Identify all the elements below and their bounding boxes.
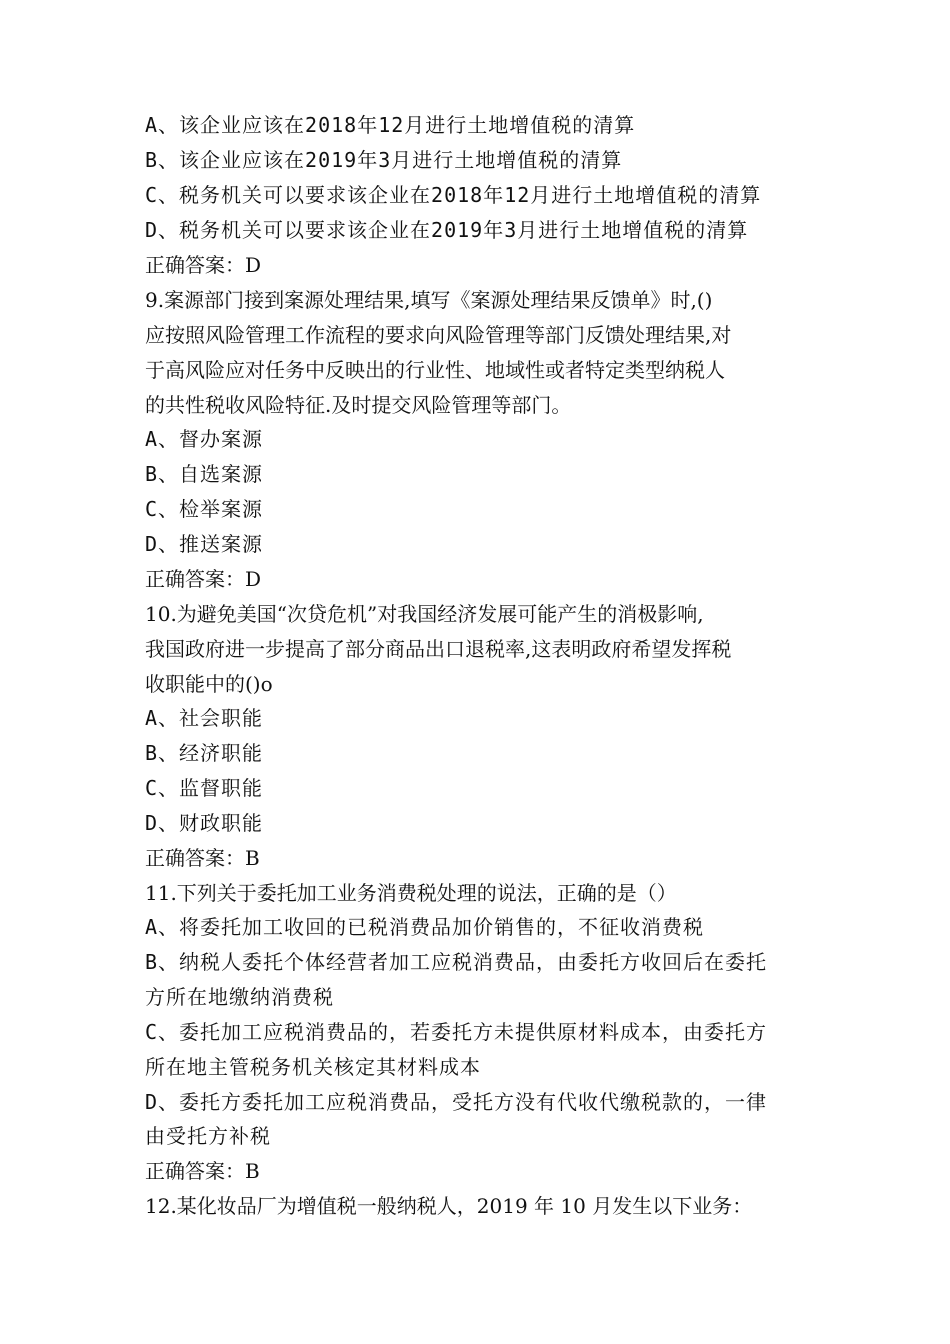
- option-line: C、税务机关可以要求该企业在2018年12月进行土地增值税的清算: [145, 183, 762, 207]
- option-line: B、经济职能: [145, 741, 264, 765]
- option-line: B、自选案源: [145, 462, 264, 486]
- option-line: B、该企业应该在2019年3月进行土地增值税的清算: [145, 148, 623, 172]
- option-line: D、财政职能: [145, 811, 264, 835]
- question-line: 12.某化妆品厂为增值税一般纳税人，2019 年 10 月发生以下业务：: [145, 1194, 753, 1218]
- option-line: A、督办案源: [145, 427, 264, 451]
- question-line: 的共性税收风险特征.及时提交风险管理等部门。: [145, 393, 572, 417]
- option-line: 方所在地缴纳消费税: [145, 985, 334, 1009]
- option-line: 所在地主管税务机关核定其材料成本: [145, 1055, 481, 1079]
- option-line: A、该企业应该在2018年12月进行土地增值税的清算: [145, 113, 636, 137]
- answer-line: 正确答案：B: [145, 1159, 260, 1183]
- question-line: 于高风险应对任务中反映出的行业性、地域性或者特定类型纳税人: [145, 358, 725, 382]
- option-line: 由受托方补税: [145, 1124, 271, 1148]
- question-line: 9.案源部门接到案源处理结果,填写《案源处理结果反馈单》时,(): [145, 288, 713, 312]
- question-line: 收职能中的()o: [145, 672, 273, 696]
- answer-line: 正确答案：D: [145, 253, 262, 277]
- option-line: A、将委托加工收回的已税消费品加价销售的，不征收消费税: [145, 915, 705, 939]
- option-line: D、税务机关可以要求该企业在2019年3月进行土地增值税的清算: [145, 218, 749, 242]
- option-line: C、监督职能: [145, 776, 264, 800]
- option-line: C、委托加工应税消费品的，若委托方未提供原材料成本，由委托方: [145, 1020, 768, 1044]
- question-line: 应按照风险管理工作流程的要求向风险管理等部门反馈处理结果,对: [145, 323, 732, 347]
- option-line: B、纳税人委托个体经营者加工应税消费品，由委托方收回后在委托: [145, 950, 768, 974]
- question-line: 11.下列关于委托加工业务消费税处理的说法，正确的是（）: [145, 881, 677, 905]
- answer-line: 正确答案：B: [145, 846, 260, 870]
- option-line: D、委托方委托加工应税消费品，受托方没有代收代缴税款的，一律: [145, 1090, 768, 1114]
- option-line: C、检举案源: [145, 497, 264, 521]
- question-line: 10.为避免美国“次贷危机”对我国经济发展可能产生的消极影响,: [145, 602, 704, 626]
- question-line: 我国政府进一步提高了部分商品出口退税率,这表明政府希望发挥税: [145, 637, 732, 661]
- option-line: A、社会职能: [145, 706, 264, 730]
- answer-line: 正确答案：D: [145, 567, 262, 591]
- option-line: D、推送案源: [145, 532, 264, 556]
